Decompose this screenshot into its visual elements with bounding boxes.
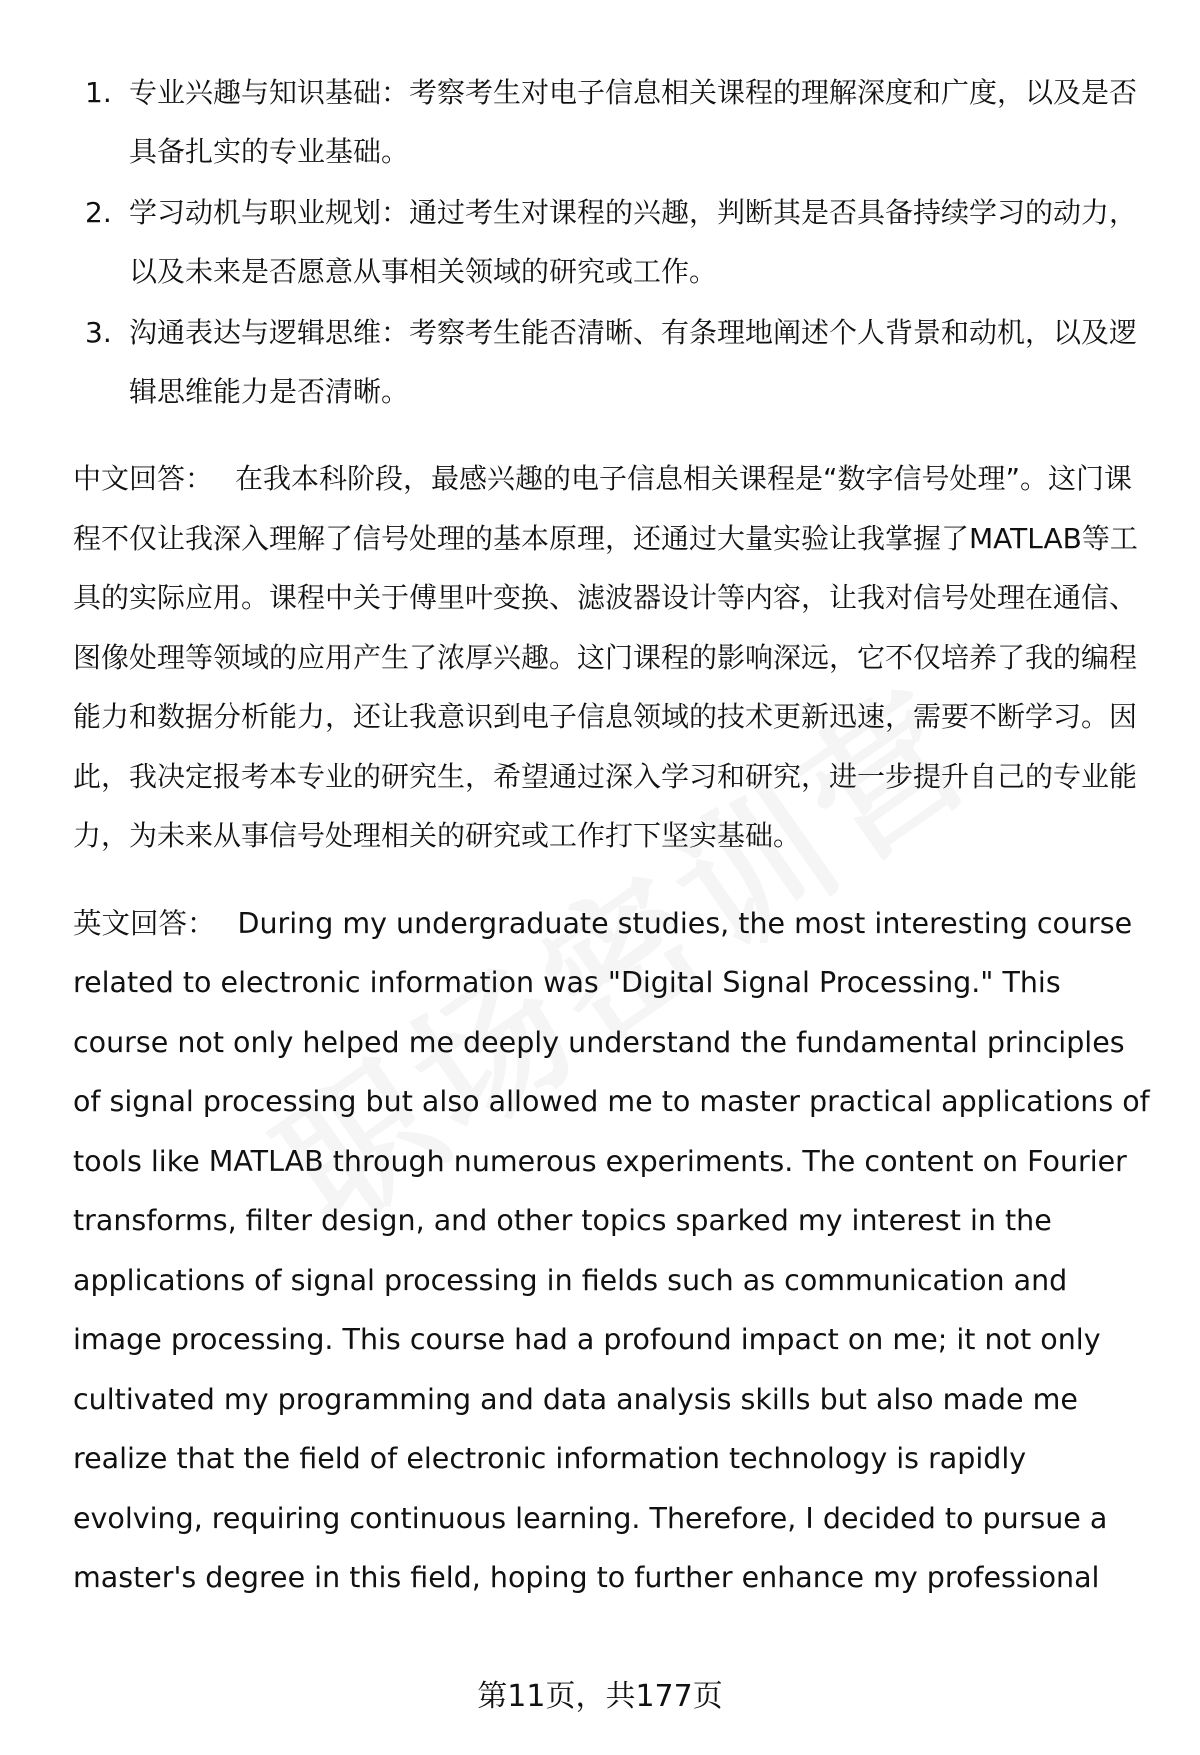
list-number: 3. bbox=[85, 316, 112, 349]
list-number: 1. bbox=[85, 76, 112, 109]
list-item bbox=[73, 63, 1153, 181]
chinese-answer-paragraph bbox=[73, 449, 1153, 866]
english-answer-text: During my undergraduate studies, the most interesting course related to electronic information was "Digital Signal Processing." This course not only helped me deeply understand the fundamental principles of signal processing but also allowed me to master practical applications of tools like MATLAB through numerous experiments. The content on Fourier transforms, filter design, and other topics sparked my interest in the applications of signal processing in fields such as communication and image processing. This course had a profound impact on me; it not only cultivated my programming and data analysis skills but also made me realize that the field of electronic information technology is rapidly evolving, requiring continuous learning. Therefore, I decided to pursue a master's degree in this field, hoping to further enhance my professional bbox=[73, 906, 1150, 1594]
list-item bbox=[73, 183, 1153, 301]
list-item-text: 专业兴趣与知识基础：考察考生对电子信息相关课程的理解深度和广度，以及是否具备扎实的专业基础。 bbox=[129, 76, 1138, 168]
chinese-answer-text: 在我本科阶段，最感兴趣的电子信息相关课程是“数字信号处理”。这门课程不仅让我深入理解了信号处理的基本原理，还通过大量实验让我掌握了MATLAB等工具的实际应用。课程中关于傅里叶变换、滤波器设计等内容，让我对信号处理在通信、图像处理等领域的应用产生了浓厚兴趣。这门课程的影响深远，它不仅培养了我的编程能力和数据分析能力，还让我意识到电子信息领域的技术更新迅速，需要不断学习。因此，我决定报考本专业的研究生，希望通过深入学习和研究，进一步提升自己的专业能力，为未来从事信号处理相关的研究或工作打下坚实基础。 bbox=[73, 462, 1138, 852]
chinese-answer-label: 中文回答： bbox=[73, 462, 214, 495]
english-answer-label: 英文回答： bbox=[73, 906, 216, 940]
list-item bbox=[73, 303, 1153, 421]
criteria-list bbox=[73, 63, 1153, 421]
page-content bbox=[73, 63, 1153, 1608]
list-item-text: 学习动机与职业规划：通过考生对课程的兴趣，判断其是否具备持续学习的动力，以及未来是否愿意从事相关领域的研究或工作。 bbox=[129, 196, 1138, 288]
english-answer-paragraph bbox=[73, 894, 1153, 1608]
page-number: 第11页，共177页 bbox=[477, 1679, 723, 1714]
list-item-text: 沟通表达与逻辑思维：考察考生能否清晰、有条理地阐述个人背景和动机，以及逻辑思维能力是否清晰。 bbox=[129, 316, 1138, 408]
list-number: 2. bbox=[85, 196, 112, 229]
